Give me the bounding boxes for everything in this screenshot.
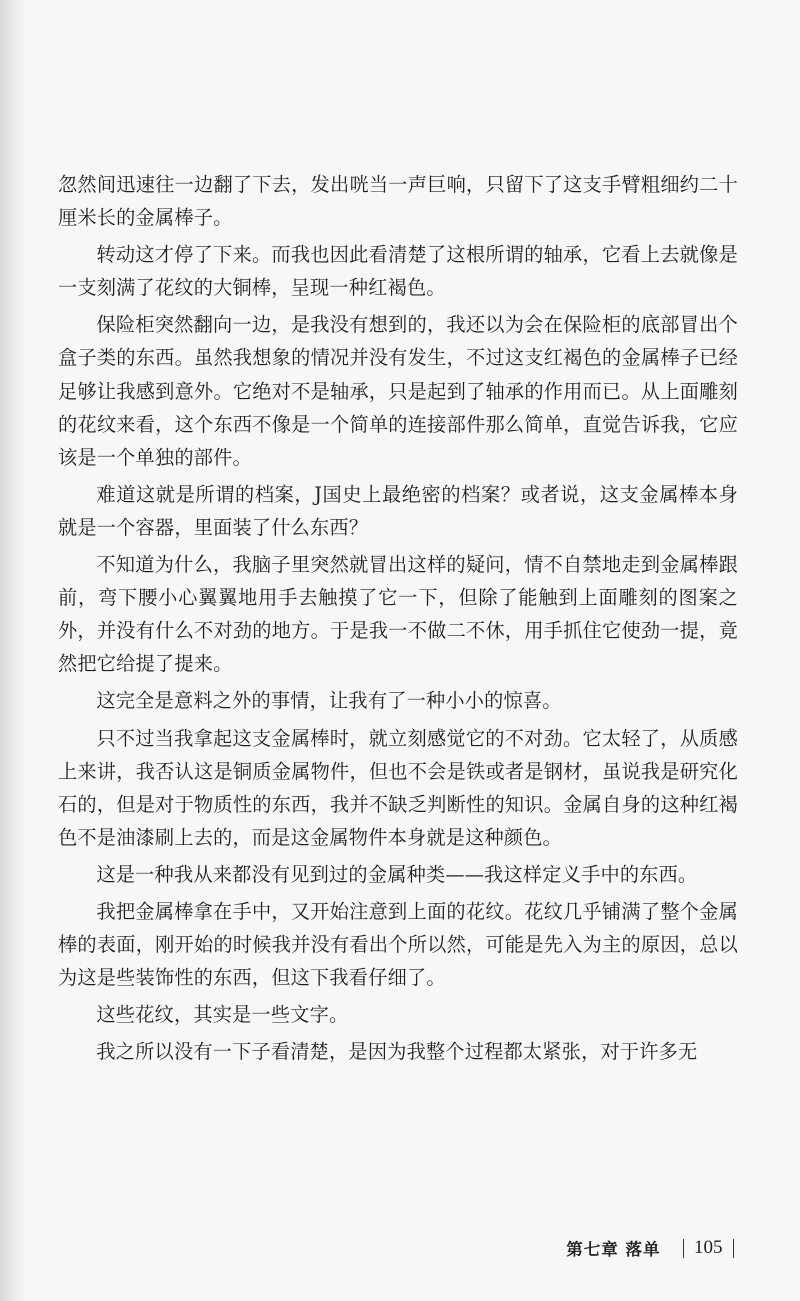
book-spine-shadow bbox=[0, 0, 26, 1301]
paragraph-9: 我把金属棒拿在手中，又开始注意到上面的花纹。花纹几乎铺满了整个金属棒的表面，刚开始的时候我并没有看出个所以然，可能是先入为主的原因，总以为这是些装饰性的东西，但这下我看仔细了。 bbox=[58, 899, 738, 990]
page-number: 105 bbox=[694, 1237, 723, 1258]
paragraph-2: 转动这才停了下来。而我也因此看清楚了这根所谓的轴承，它看上去就像是一支刻满了花纹的大铜棒，呈现一种红褐色。 bbox=[58, 243, 738, 300]
footer-divider-right bbox=[733, 1239, 735, 1258]
paragraph-1: 忽然间迅速往一边翻了下去，发出咣当一声巨响，只留下了这支手臂粗细约二十厘米长的金属棒子。 bbox=[58, 173, 738, 230]
paragraph-5: 不知道为什么，我脑子里突然就冒出这样的疑问，情不自禁地走到金属棒跟前，弯下腰小心翼翼地用手去触摸了它一下，但除了能触到上面雕刻的图案之外，并没有什么不对劲的地方。于是我一不做二不休，用手抓住它使劲一提，竟然把它给提了提来。 bbox=[58, 553, 738, 676]
chapter-title: 第七章 落单 bbox=[566, 1240, 661, 1259]
page-footer bbox=[566, 1236, 734, 1260]
footer-divider-left bbox=[683, 1239, 685, 1258]
paragraph-3: 保险柜突然翻向一边，是我没有想到的，我还以为会在保险柜的底部冒出个盒子类的东西。虽然我想象的情况并没有发生，不过这支红褐色的金属棒子已经足够让我感到意外。它绝对不是轴承，只是起到了轴承的作用而已。从上面雕刻的花纹来看，这个东西不像是一个简单的连接部件那么简单，直觉告诉我，它应该是一个单独的部件。 bbox=[58, 313, 738, 469]
paragraph-8: 这是一种我从来都没有见到过的金属种类——我这样定义手中的东西。 bbox=[96, 862, 698, 886]
paragraph-7: 只不过当我拿起这支金属棒时，就立刻感觉它的不对劲。它太轻了，从质感上来讲，我否认这是铜质金属物件，但也不会是铁或者是钢材，虽说我是研究化石的，但是对于物质性的东西，我并不缺乏判断性的知识。金属自身的这种红褐色不是油漆刷上去的，而是这金属物件本身就是这种颜色。 bbox=[58, 726, 738, 849]
paragraph-4: 难道这就是所谓的档案，J国史上最绝密的档案？或者说，这支金属棒本身就是一个容器，里面装了什么东西？ bbox=[58, 482, 738, 539]
page-body bbox=[58, 168, 738, 1068]
paragraph-10: 这些花纹，其实是一些文字。 bbox=[96, 1003, 349, 1027]
paragraph-6: 这完全是意料之外的事情，让我有了一种小小的惊喜。 bbox=[96, 689, 562, 713]
paragraph-11: 我之所以没有一下子看清楚，是因为我整个过程都太紧张，对于许多无 bbox=[96, 1040, 698, 1064]
